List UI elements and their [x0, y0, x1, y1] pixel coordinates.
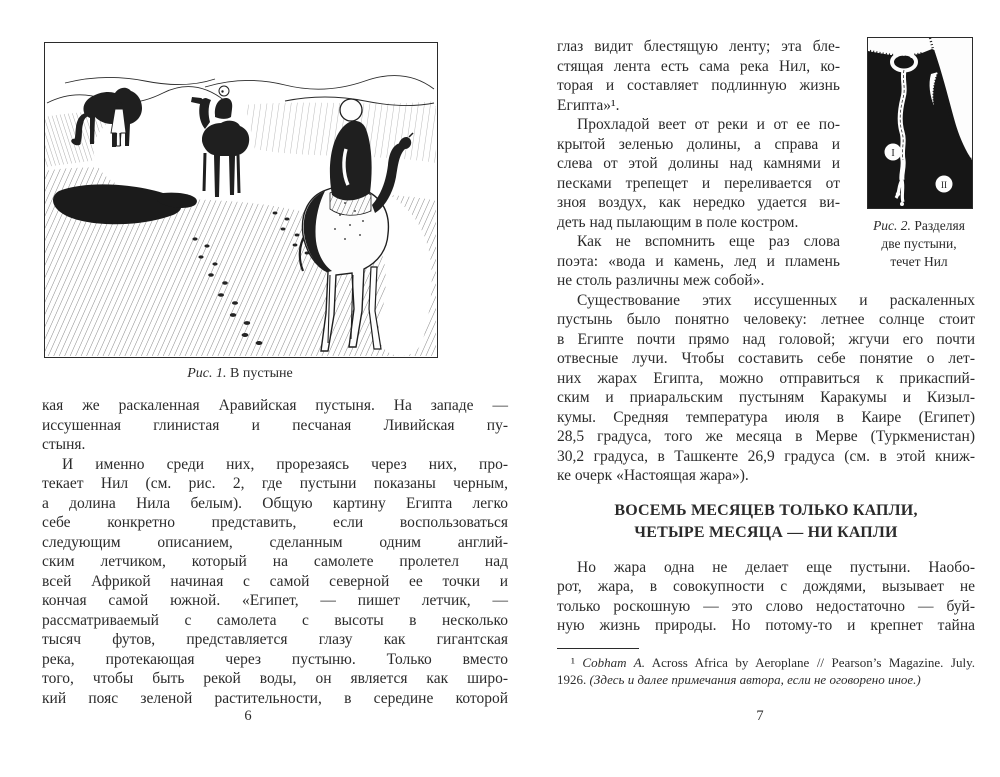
text-line: стящая лента есть сама река Нил, ко- [557, 57, 840, 75]
page-left [42, 0, 508, 777]
figure-1-caption-label: Рис. 1. [187, 366, 227, 381]
figure-1-caption [42, 365, 438, 383]
figure-2-caption-line [854, 217, 984, 235]
right-page-text-after-heading [557, 558, 975, 636]
text-line: ским и приаральским пустыням Каракумы и Кизыл- [557, 389, 975, 406]
figure-2 [863, 37, 975, 291]
text-line: 30,2 градуса, в Ташкенте 26,9 градуса (см. в этой книж- [557, 447, 975, 465]
text-line: зноя воздух, как нередко удается ви- [557, 194, 840, 211]
page-number-left: 6 [244, 708, 252, 724]
text-line: Но жара одна не делает еще пустыни. Наобо- [577, 558, 975, 576]
text-line: Египта»¹. [557, 96, 620, 114]
text-line: в Египте почти прямо над головой; жгучи его почти [557, 330, 975, 348]
text-line: них жарах Египта, можно отправиться к прикаспий- [557, 369, 975, 387]
text-line: Существование этих иссушенных и раскаленных [577, 291, 975, 309]
text-line: рассматриваемый с самолета с высоты в несколько [42, 611, 508, 629]
figure-2-caption-line: две пустыни, [881, 236, 957, 251]
text-line: не столь различны меж собой». [557, 272, 765, 289]
footnote-run: 1926. [557, 671, 590, 687]
figure-2-caption [854, 217, 984, 271]
text-line: себе конкретно представить, если воспользоваться [42, 514, 508, 531]
text-line: 28,5 градуса, того же месяца в Мерве (Туркменистан) [557, 428, 975, 445]
page-number-right: 7 [756, 708, 764, 724]
nile-map-illustration [867, 37, 973, 209]
figure-2-caption-text: Разделяя [914, 218, 965, 233]
text-line: всей Африкой начиная с самой северной ее точки и [42, 572, 508, 590]
text-line: И именно среди них, прорезаясь через них, про- [62, 455, 508, 473]
text-line: слева от этой долины над камнями и [557, 155, 840, 172]
section-heading [557, 500, 975, 544]
text-line: ке очерк «Настоящая жара»). [557, 467, 749, 484]
text-line: река, протекающая через пустыню. Только вместо [42, 650, 508, 668]
footnote-run: Across Africa by Aeroplane // Pearson’s Magazine. July. [644, 654, 975, 670]
text-line: пустынь было понятно человеку: летнее солнце стоит [557, 311, 975, 328]
figure-2-caption-label: Рис. 2. [873, 218, 911, 233]
text-line: стыня. [42, 436, 86, 453]
text-line: песками трепещет и переливается от [557, 174, 840, 192]
text-line: Как не вспомнить еще раз слова [577, 233, 840, 250]
text-line: ским летчиком, который на самолете пролетел над [42, 553, 508, 570]
text-line: а долина Нила белым). Общую картину Египта легко [42, 494, 508, 512]
text-line: кумы. Средняя температура июля в Каире (Египет) [557, 408, 975, 426]
text-line: торая и составляет подлинную жизнь [557, 77, 840, 94]
figure-1 [42, 42, 508, 383]
footnote-italic-run: (Здесь и далее примечания автора, если не оговорено иное.) [589, 671, 921, 687]
map-label-desert-1: I [891, 148, 895, 159]
footnote-rule [557, 648, 639, 649]
text-line: глаз видит блестящую ленту; эта бле- [557, 38, 840, 55]
desert-caravan-engraving-icon [45, 43, 436, 356]
footnote-line [557, 654, 975, 671]
footnote-text [557, 654, 975, 688]
figure-2-caption-line: течет Нил [890, 254, 948, 269]
text-line: ную жизнь природы. Но потому-то и крепнет тайна [557, 617, 975, 634]
text-line: следующим описанием, сделанным одним англий- [42, 533, 508, 551]
text-line: только роскошную — это слово недостаточно — буй- [557, 597, 975, 615]
right-page-text [557, 291, 975, 486]
text-line: отвесные лучи. Чтобы составить себе понятие о лет- [557, 350, 975, 367]
text-line: иссушенная глинистая и песчаная Ливийская пу- [42, 416, 508, 434]
section-heading-line: ВОСЕМЬ МЕСЯЦЕВ ТОЛЬКО КАПЛИ, [614, 501, 918, 519]
footnote-run: ¹ [571, 654, 583, 670]
left-page-text [42, 396, 508, 708]
footnote-italic-run: Cobham A. [582, 654, 645, 670]
text-line: Прохладой веет от реки и от ее по- [577, 116, 840, 133]
text-line: рот, жара, в совокупности с дождями, вызывает не [557, 578, 975, 595]
text-line: кий пояс зеленой растительности, в середине которой [42, 689, 508, 707]
text-line: тысяч футов, представляется глазу как гигантская [42, 631, 508, 648]
footnote-line [557, 671, 975, 688]
text-line: поэта: «вода и камень, лед и пламень [557, 252, 840, 270]
section-heading-line: ЧЕТЫРЕ МЕСЯЦА — НИ КАПЛИ [634, 523, 898, 541]
footnote [557, 648, 975, 688]
text-line: кончая самой южной. «Египет, — пишет летчик, — [42, 592, 508, 609]
text-line: деть над пылающим в поле костром. [557, 213, 799, 231]
nile-between-two-deserts-map-icon [868, 38, 972, 208]
text-line: текает Нил (см. рис. 2, где пустыни показаны черным, [42, 475, 508, 492]
page-right [557, 0, 975, 777]
right-page-text-narrow [557, 37, 840, 291]
text-line: того, чтобы быть рекой воды, он является как широ- [42, 670, 508, 687]
map-label-desert-2: II [941, 180, 947, 190]
desert-caravan-illustration [44, 42, 438, 358]
text-line: крытой зеленью долины, а справа и [557, 135, 840, 153]
text-line: кая же раскаленная Аравийская пустыня. На западе — [42, 397, 508, 414]
right-page-top-row [557, 37, 975, 291]
figure-1-caption-text: В пустыне [229, 366, 293, 381]
